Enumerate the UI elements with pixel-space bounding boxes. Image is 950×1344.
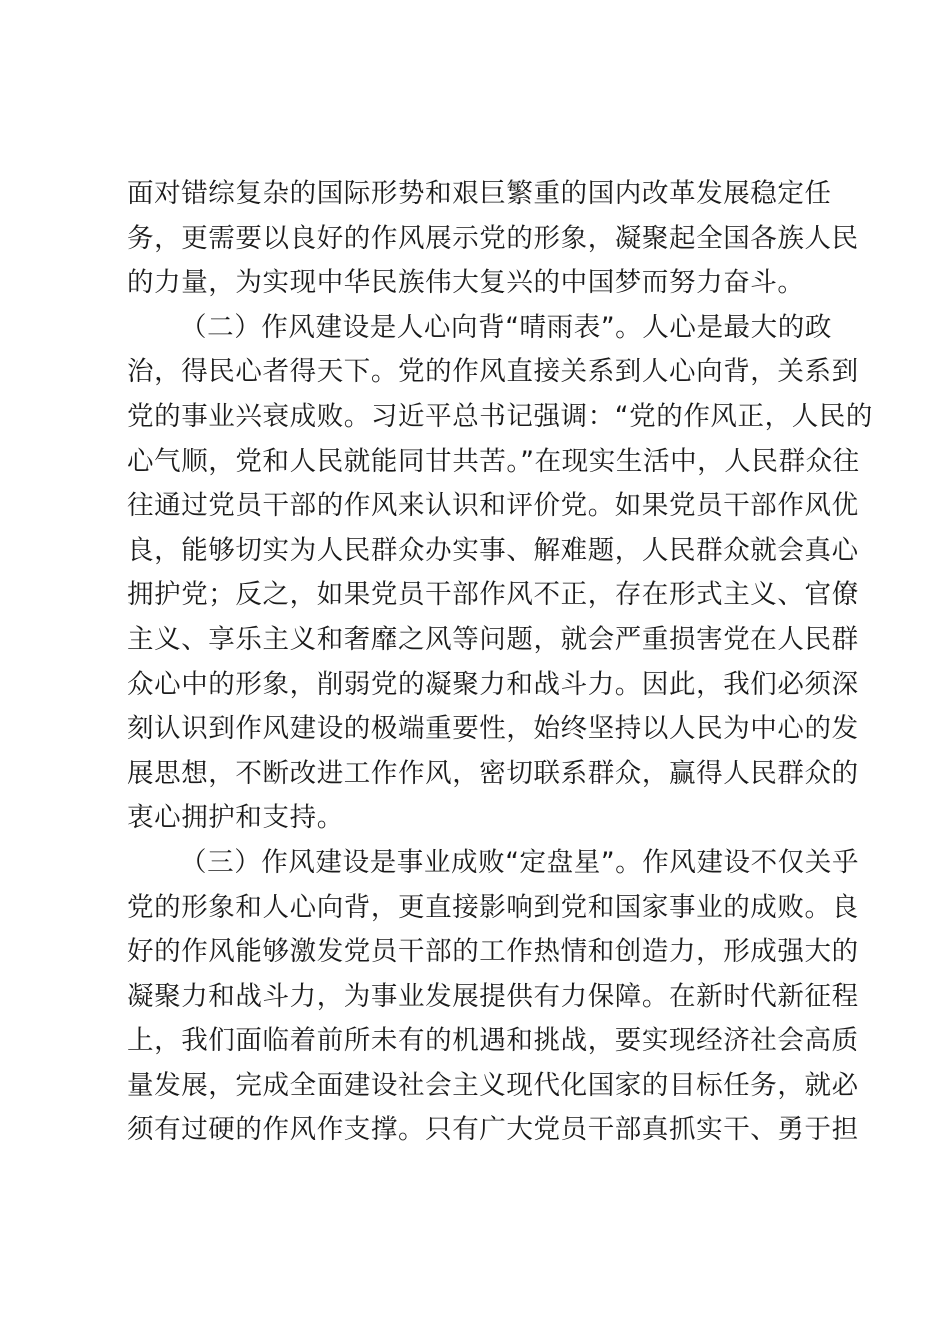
- text-line: 心气顺，党和人民就能同甘共苦。”在现实生活中，人民群众往: [127, 445, 860, 477]
- text-line: 务，更需要以良好的作风展示党的形象，凝聚起全国各族人民: [127, 222, 859, 254]
- text-line: 的力量，为实现中华民族伟大复兴的中国梦而努力奋斗。: [127, 267, 805, 299]
- text-line: 好的作风能够激发党员干部的工作热情和创造力，形成强大的: [127, 936, 859, 968]
- text-line: 凝聚力和战斗力，为事业发展提供有力保障。在新时代新征程: [127, 980, 859, 1012]
- text-line: 衷心拥护和支持。: [127, 802, 344, 834]
- text-line: 往通过党员干部的作风来认识和评价党。如果党员干部作风优: [127, 490, 859, 522]
- text-line: 拥护党；反之，如果党员干部作风不正，存在形式主义、官僚: [127, 579, 859, 611]
- text-line: 党的形象和人心向背，更直接影响到党和国家事业的成败。良: [127, 891, 859, 923]
- text-line: 面对错综复杂的国际形势和艰巨繁重的国内改革发展稳定任: [127, 178, 832, 209]
- text-line: 量发展，完成全面建设社会主义现代化国家的目标任务，就必: [127, 1069, 859, 1101]
- text-line: 刻认识到作风建设的极端重要性，始终坚持以人民为中心的发: [127, 713, 859, 745]
- text-line: 上，我们面临着前所未有的机遇和挑战，要实现经济社会高质: [127, 1025, 859, 1057]
- text-line: 治，得民心者得天下。党的作风直接关系到人心向背，关系到: [127, 356, 859, 388]
- text-line: 主义、享乐主义和奢靡之风等问题，就会严重损害党在人民群: [127, 623, 859, 655]
- text-line: 众心中的形象，削弱党的凝聚力和战斗力。因此，我们必须深: [127, 668, 859, 700]
- section-heading-line: （二）作风建设是人心向背“晴雨表”。人心是最大的政: [180, 311, 832, 343]
- document-body: [127, 172, 874, 1153]
- text-line: 良，能够切实为人民群众办实事、解难题，人民群众就会真心: [127, 534, 859, 566]
- section-heading-line: （三）作风建设是事业成败“定盘星”。作风建设不仅关乎: [180, 846, 860, 878]
- text-line: 须有过硬的作风作支撑。只有广大党员干部真抓实干、勇于担: [127, 1114, 859, 1146]
- text-line: 展思想，不断改进工作作风，密切联系群众，赢得人民群众的: [127, 757, 859, 789]
- text-line: 党的事业兴衰成败。习近平总书记强调：“党的作风正，人民的: [127, 400, 874, 432]
